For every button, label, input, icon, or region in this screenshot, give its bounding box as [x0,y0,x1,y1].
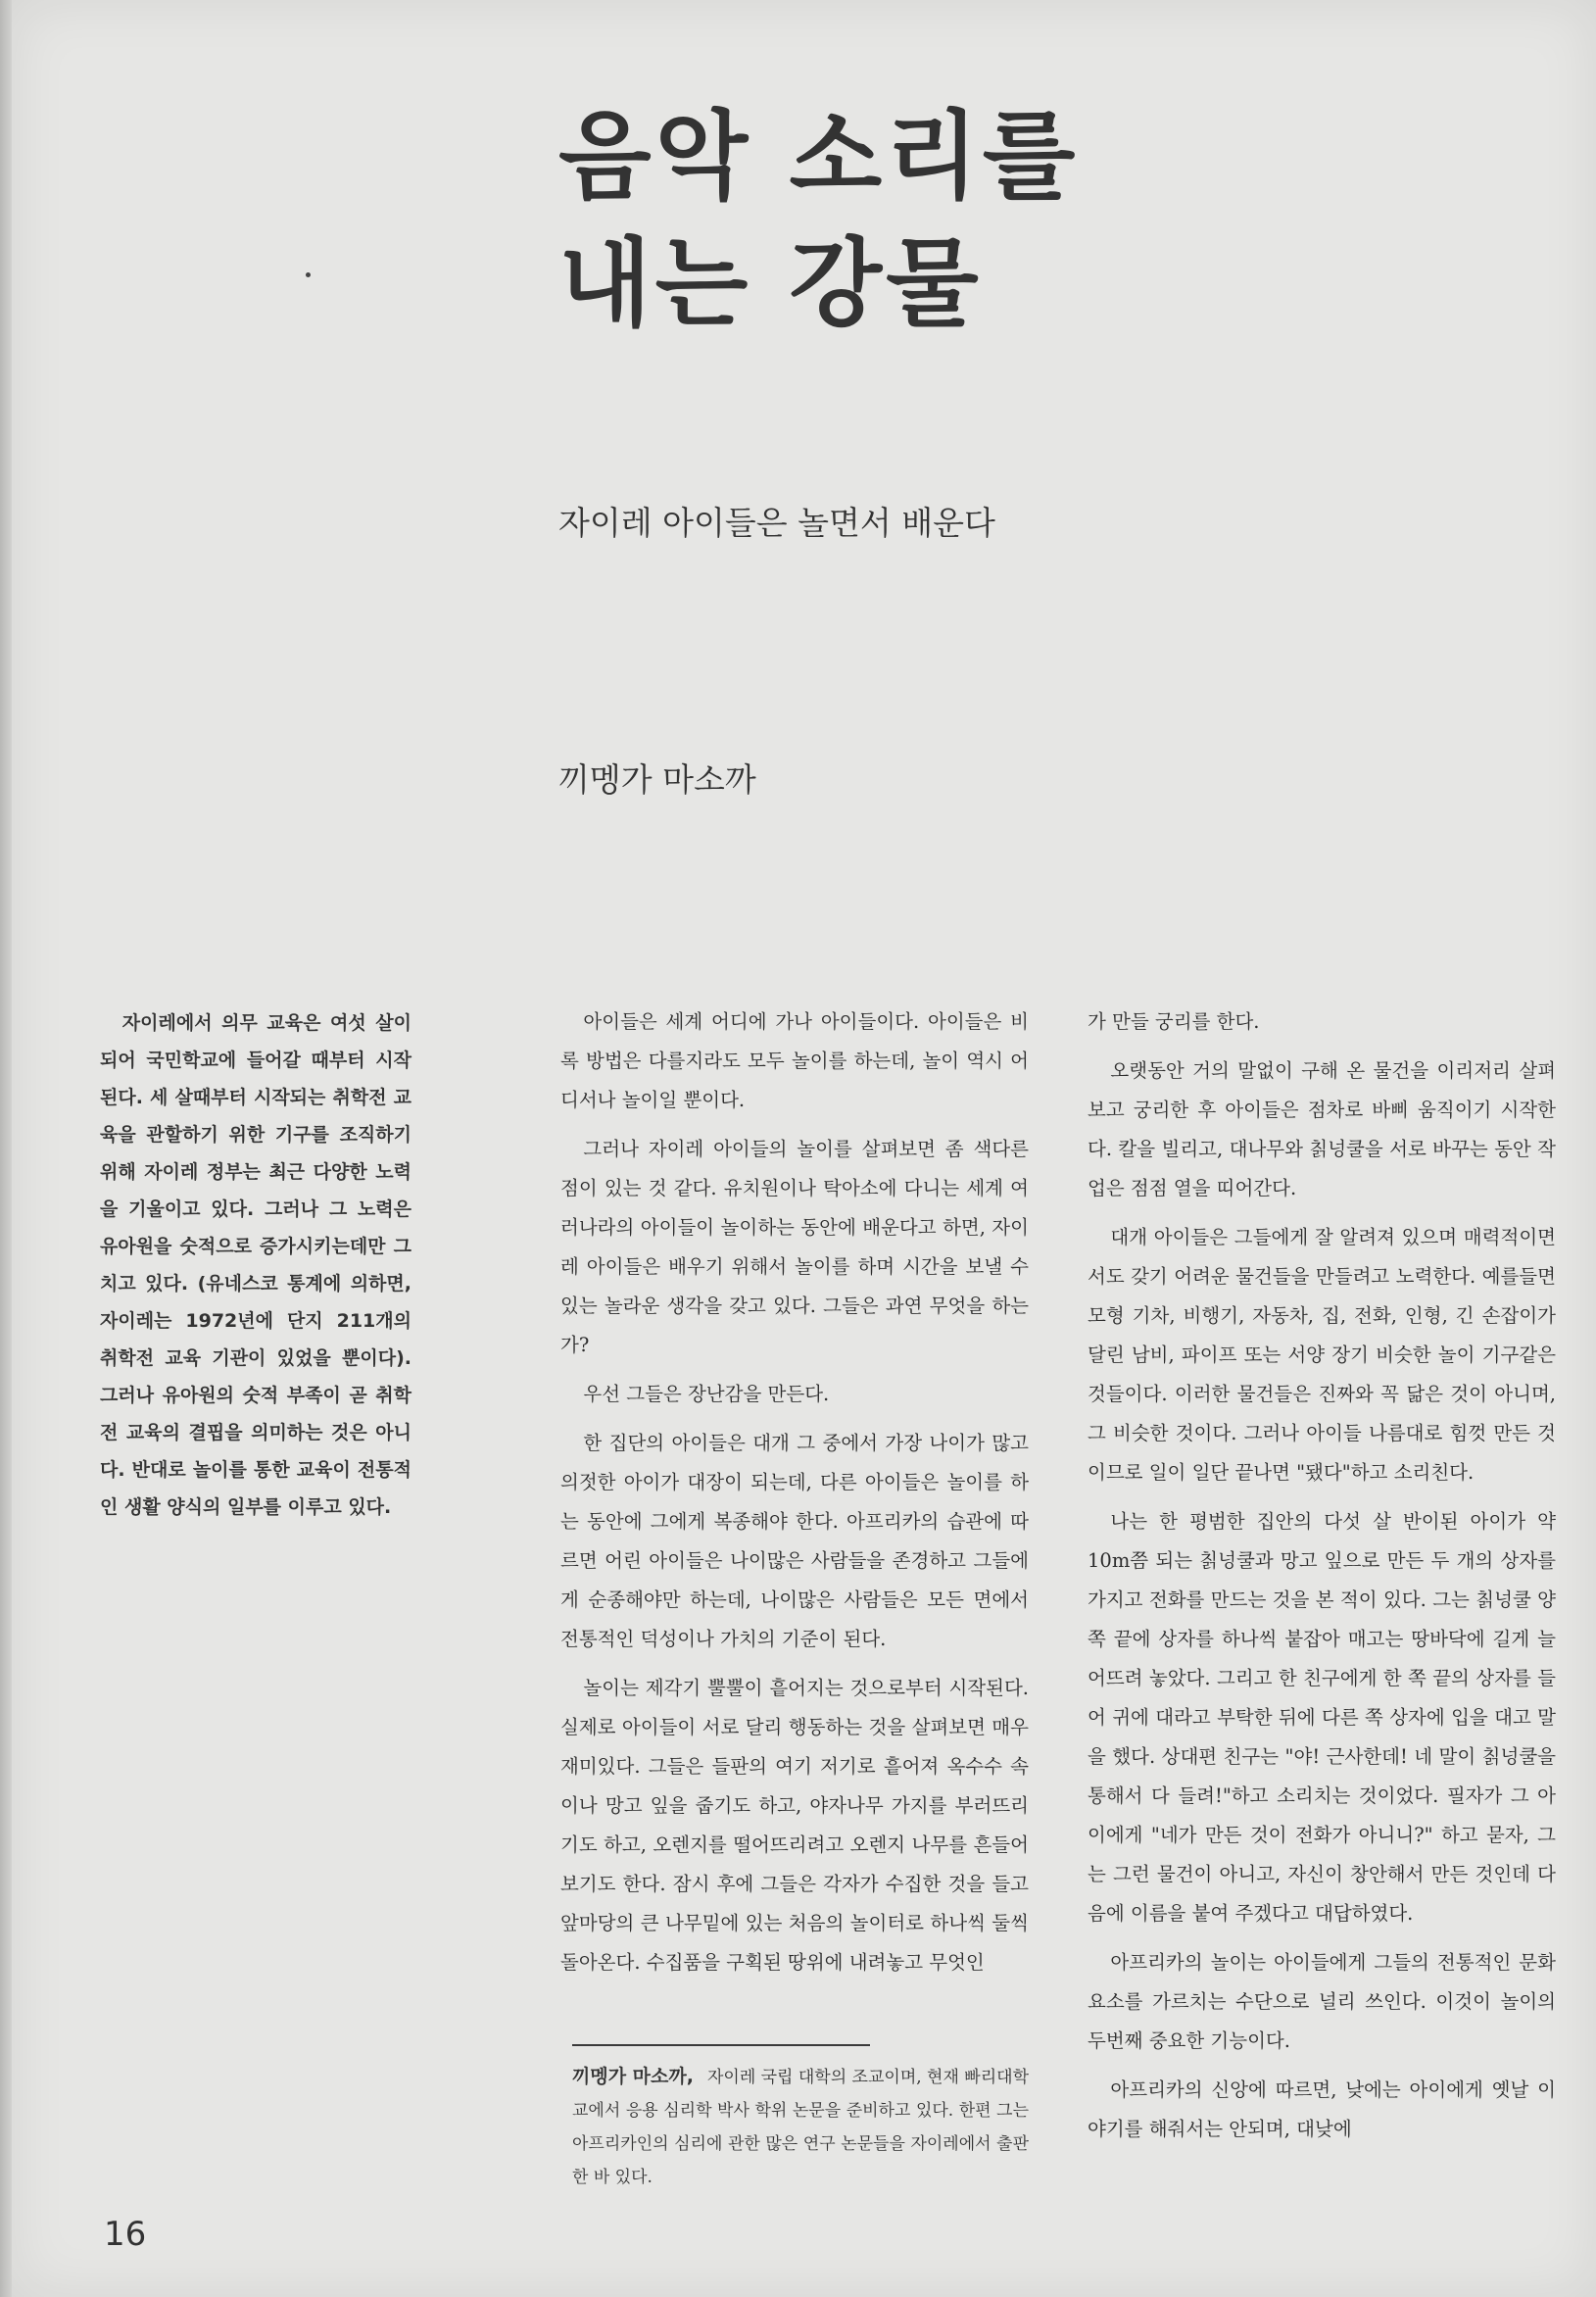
body-paragraph: 아프리카의 신앙에 따르면, 낮에는 아이에게 옛날 이야기를 해줘서는 안되며, 대낮에 [1088,2078,1556,2140]
footnote-divider [572,2044,870,2046]
body-paragraph: 오랫동안 거의 말없이 구해 온 물건을 이리저리 살펴보고 궁리한 후 아이들은 점차로 바삐 움직이기 시작한다. 칼을 빌리고, 대나무와 칡넝쿨을 서로 바꾸는 동안 작업은 점점 열을 띠어간다. [1088,1059,1556,1199]
body-paragraph-continued: 가 만들 궁리를 한다. [1088,1010,1260,1033]
body-paragraph: 나는 한 평범한 집안의 다섯 살 반이된 아이가 약 10m쯤 되는 칡넝쿨과 망고 잎으로 만든 두 개의 상자를 가지고 전화를 만드는 것을 본 적이 있다. 그는 칡넝쿨 양 쪽 끝에 상자를 하나씩 붙잡아 매고는 땅바닥에 길게 늘어뜨려 놓았다. 그리고 한 친구에게 한 쪽 끝의 상자를 들어 귀에 대라고 부탁한 뒤에 다른 쪽 상자에 입을 대고 말을 했다. 상대편 친구는 "야! 근사한데! 네 말이 칡넝쿨을 통해서 다 들려!"하고 소리치는 것이었다. 필자가 그 아이에게 "네가 만든 것이 전화가 아니니?" 하고 묻자, 그는 그런 물건이 아니고, 자신이 창안해서 만든 것인데 다음에 이름을 붙여 주겠다고 대답하였다. [1088,1510,1556,1925]
intro-paragraph: 자이레에서 의무 교육은 여섯 살이 되어 국민학교에 들어갈 때부터 시작된다. 세 살때부터 시작되는 취학전 교육을 관할하기 위한 기구를 조직하기 위해 자이레 정부는 최근 다양한 노력을 기울이고 있다. 그러나 그 노력은 유아원을 숫적으로 증가시키는데만 그치고 있다. (유네스코 통계에 의하면, 자이레는 1972년에 단지 211개의 취학전 교육 기관이 있었을 뿐이다). 그러나 유아원의 숫적 부족이 곧 취학전 교육의 결핍을 의미하는 것은 아니다. 반대로 놀이를 통한 교육이 전통적인 생활 양식의 일부를 이루고 있다. [100,1012,411,1518]
body-paragraph: 아프리카의 놀이는 아이들에게 그들의 전통적인 문화 요소를 가르치는 수단으로 널리 쓰인다. 이것이 놀이의 두번째 중요한 기능이다. [1088,1951,1556,2052]
body-paragraph: 그러나 자이레 아이들의 놀이를 살펴보면 좀 색다른 점이 있는 것 같다. 유치원이나 탁아소에 다니는 세계 여러나라의 아이들이 놀이하는 동안에 배운다고 하면, 자이레 아이들은 배우기 위해서 놀이를 하며 시간을 보낼 수 있는 놀라운 생각을 갖고 있다. 그들은 과연 무엇을 하는가? [560,1138,1029,1356]
body-paragraph: 한 집단의 아이들은 대개 그 중에서 가장 나이가 많고 의젓한 아이가 대장이 되는데, 다른 아이들은 놀이를 하는 동안에 그에게 복종해야 한다. 아프리카의 습관에 따르면 어린 아이들은 나이많은 사람들을 존경하고 그들에게 순종해야만 하는데, 나이많은 사람들은 모든 면에서 전통적인 덕성이나 가치의 기준이 된다. [560,1432,1029,1650]
footnote-text: 자이레 국립 대학의 조교이며, 현재 빠리대학교에서 응용 심리학 박사 학위 논문을 준비하고 있다. 한편 그는 아프리카인의 심리에 관한 많은 연구 논문들을 자이레에서 출판한 바 있다. [572,2068,1029,2187]
print-speck [306,272,311,277]
title-line-1: 음악 소리를 [558,101,1080,213]
footnote-author-name: 끼멩가 마소까, [572,2066,694,2087]
body-column-2 [1088,1002,1556,2159]
body-paragraph: 놀이는 제각기 뿔뿔이 흩어지는 것으로부터 시작된다. 실제로 아이들이 서로 달리 행동하는 것을 살펴보면 매우 재미있다. 그들은 들판의 여기 저기로 흩어져 옥수수 속이나 망고 잎을 줍기도 하고, 야자나무 가지를 부러뜨리기도 하고, 오렌지를 떨어뜨리려고 오렌지 나무를 흔들어 보기도 한다. 잠시 후에 그들은 각자가 수집한 것을 들고 앞마당의 큰 나무밑에 있는 처음의 놀이터로 하나씩 둘씩 돌아온다. 수집품을 구획된 땅위에 내려놓고 무엇인 [560,1677,1029,1974]
article-author: 끼멩가 마소까 [558,760,756,799]
article-title [558,93,1342,348]
body-paragraph: 대개 아이들은 그들에게 잘 알려져 있으며 매력적이면서도 갖기 어려운 물건들을 만들려고 노력한다. 예를들면 모형 기차, 비행기, 자동차, 집, 전화, 인형, 긴 손잡이가 달린 남비, 파이프 또는 서양 장기 비슷한 놀이 기구같은 것들이다. 이러한 물건들은 진짜와 꼭 닮은 것이 아니며, 그 비슷한 것이다. 그러나 아이들 나름대로 힘껏 만든 것이므로 일이 일단 끝나면 "됐다"하고 소리친다. [1088,1226,1556,1484]
author-footnote [572,2060,1029,2194]
body-paragraph: 아이들은 세계 어디에 가나 아이들이다. 아이들은 비록 방법은 다를지라도 모두 놀이를 하는데, 놀이 역시 어디서나 놀이일 뿐이다. [560,1010,1029,1111]
page-number: 16 [104,2215,147,2254]
body-column-1 [560,1002,1029,1992]
intro-column [100,1004,411,1526]
article-subtitle: 자이레 아이들은 놀면서 배운다 [558,504,995,542]
body-paragraph: 우선 그들은 장난감을 만든다. [583,1383,830,1405]
title-line-2: 내는 강물 [558,228,983,340]
